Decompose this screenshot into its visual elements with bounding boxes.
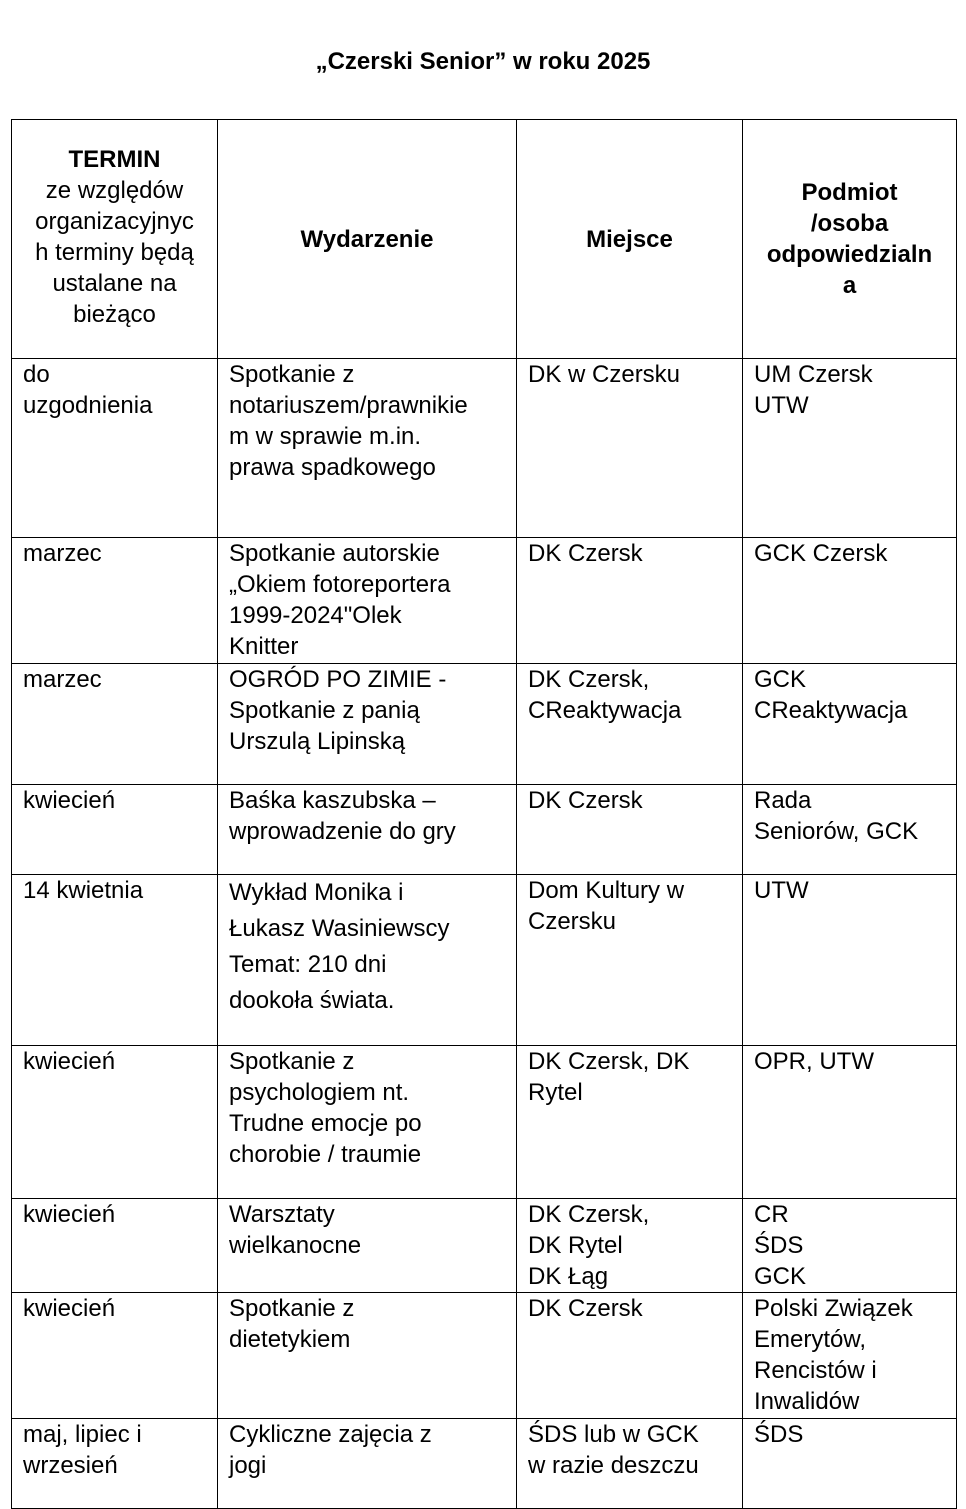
cell-miejsce: DK Czersk [517, 538, 743, 664]
cell-podmiot: Polski Związek Emerytów, Rencistów i Inwalidów [743, 1293, 957, 1419]
cell-miejsce: Dom Kultury w Czersku [517, 875, 743, 1046]
cell-wydarzenie: OGRÓD PO ZIMIE - Spotkanie z panią Urszulą Lipinską [218, 664, 517, 785]
cell-wydarzenie: Spotkanie z dietetykiem [218, 1293, 517, 1419]
cell-wydarzenie: Spotkanie autorskie „Okiem fotoreportera 1999-2024"Olek Knitter [218, 538, 517, 664]
cell-podmiot: UM Czersk UTW [743, 359, 957, 538]
table-row [12, 875, 957, 1046]
table-row [12, 1419, 957, 1509]
cell-termin: maj, lipiec i wrzesień [12, 1419, 218, 1509]
header-wydarzenie: Wydarzenie [218, 120, 517, 359]
cell-wydarzenie: Spotkanie z psychologiem nt. Trudne emocje po chorobie / traumie [218, 1046, 517, 1199]
cell-podmiot: ŚDS [743, 1419, 957, 1509]
header-miejsce: Miejsce [517, 120, 743, 359]
cell-podmiot: CR ŚDS GCK [743, 1199, 957, 1293]
cell-wydarzenie-text: Wykład Monika i Łukasz Wasiniewscy Temat: 210 dni dookoła świata. [229, 879, 450, 1014]
table-row [12, 359, 957, 538]
cell-termin: kwiecień [12, 1046, 218, 1199]
cell-miejsce: DK Czersk [517, 785, 743, 875]
cell-wydarzenie [218, 875, 517, 1046]
cell-wydarzenie: Cykliczne zajęcia z jogi [218, 1419, 517, 1509]
cell-termin: 14 kwietnia [12, 875, 218, 1046]
cell-miejsce: DK Czersk, DK Rytel DK Łąg [517, 1199, 743, 1293]
cell-termin: marzec [12, 664, 218, 785]
cell-miejsce: DK Czersk, CReaktywacja [517, 664, 743, 785]
header-termin-title: TERMIN [68, 146, 161, 173]
cell-termin: marzec [12, 538, 218, 664]
header-termin-note: ze względów organizacyjnyc h terminy będą ustalane na bieżąco [35, 177, 194, 328]
header-termin [12, 120, 218, 359]
schedule-table [11, 119, 957, 1509]
table-row [12, 1293, 957, 1419]
cell-termin: kwiecień [12, 1293, 218, 1419]
cell-termin: do uzgodnienia [12, 359, 218, 538]
table-row [12, 1046, 957, 1199]
header-podmiot: Podmiot /osoba odpowiedzialn a [743, 120, 957, 359]
cell-termin: kwiecień [12, 785, 218, 875]
cell-wydarzenie: Spotkanie z notariuszem/prawnikie m w sprawie m.in. prawa spadkowego [218, 359, 517, 538]
cell-podmiot: UTW [743, 875, 957, 1046]
cell-termin: kwiecień [12, 1199, 218, 1293]
page-title: „Czerski Senior” w roku 2025 [315, 48, 651, 75]
table-row [12, 664, 957, 785]
cell-wydarzenie: Warsztaty wielkanocne [218, 1199, 517, 1293]
table-row [12, 785, 957, 875]
table-row [12, 1199, 957, 1293]
cell-miejsce: DK Czersk, DK Rytel [517, 1046, 743, 1199]
cell-podmiot: GCK CReaktywacja [743, 664, 957, 785]
cell-wydarzenie: Baśka kaszubska – wprowadzenie do gry [218, 785, 517, 875]
cell-podmiot: GCK Czersk [743, 538, 957, 664]
cell-miejsce: ŚDS lub w GCK w razie deszczu [517, 1419, 743, 1509]
cell-podmiot: Rada Seniorów, GCK [743, 785, 957, 875]
table-row [12, 538, 957, 664]
cell-miejsce: DK Czersk [517, 1293, 743, 1419]
table-header-row [12, 120, 957, 359]
cell-podmiot: OPR, UTW [743, 1046, 957, 1199]
cell-miejsce: DK w Czersku [517, 359, 743, 538]
